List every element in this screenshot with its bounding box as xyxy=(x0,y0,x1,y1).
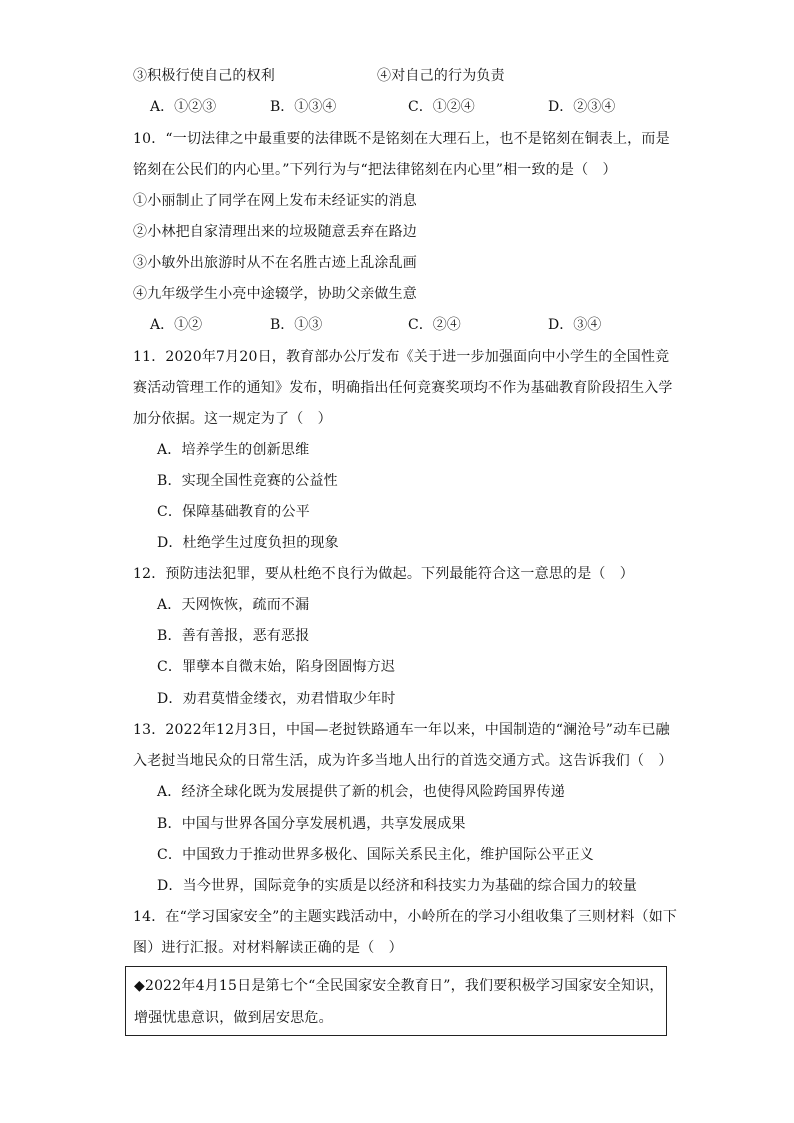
choice-b[interactable]: B．①③ xyxy=(270,317,323,333)
q10-item-2: ②小林把自家清理出来的垃圾随意丢弃在路边 xyxy=(133,224,417,240)
q11-option-c[interactable]: C．保障基础教育的公平 xyxy=(157,504,310,520)
q14-stem-line2: 图）进行汇报。对材料解读正确的是（ ） xyxy=(133,940,403,956)
q14-stem-line1: 14．在“学习国家安全”的主题实践活动中，小岭所在的学习小组收集了三则材料（如下 xyxy=(133,909,678,925)
q10-stem-line1: 10．“一切法律之中最重要的法律既不是铭刻在大理石上，也不是铭刻在铜表上，而是 xyxy=(133,131,670,147)
q12-option-c[interactable]: C．罪孽本自微末始，陷身囹圄悔方迟 xyxy=(157,659,396,675)
choice-d[interactable]: D．②③④ xyxy=(548,99,616,115)
material-line1: ◆2022年4月15日是第七个“全民国家安全教育日”，我们要积极学习国家安全知识， xyxy=(134,978,664,994)
choice-d[interactable]: D．③④ xyxy=(548,317,602,333)
choice-a[interactable]: A．①②③ xyxy=(150,99,217,115)
option-4: ④对自己的行为负责 xyxy=(377,68,505,84)
choice-b[interactable]: B．①③④ xyxy=(270,99,337,115)
q11-stem-line3: 加分依据。这一规定为了（ ） xyxy=(133,411,332,427)
q11-option-a[interactable]: A．培养学生的创新思维 xyxy=(157,442,310,458)
q12-stem: 12．预防违法犯罪，要从杜绝不良行为做起。下列最能符合这一意思的是（ ） xyxy=(133,566,635,582)
q13-option-c[interactable]: C．中国致力于推动世界多极化、国际关系民主化，维护国际公平正义 xyxy=(157,847,594,863)
q12-option-d[interactable]: D．劝君莫惜金缕衣，劝君惜取少年时 xyxy=(157,691,396,707)
q13-stem-line2: 入老挝当地民众的日常生活，成为许多当地人出行的首选交通方式。这告诉我们（ ） xyxy=(133,753,673,769)
q10-item-1: ①小丽制止了同学在网上发布未经证实的消息 xyxy=(133,193,417,209)
q13-stem-line1: 13．2022年12月3日，中国—老挝铁路通车一年以来，中国制造的“澜沧号”动车已融 xyxy=(133,722,670,738)
material-box xyxy=(125,966,667,1036)
q11-stem-line1: 11．2020年7月20日，教育部办公厅发布《关于进一步加强面向中小学生的全国性竞 xyxy=(133,349,670,365)
q13-option-a[interactable]: A．经济全球化既为发展提供了新的机会，也使得风险跨国界传递 xyxy=(157,784,565,800)
material-line2: 增强忧患意识，做到居安思危。 xyxy=(134,1010,333,1026)
q12-option-a[interactable]: A．天网恢恢，疏而不漏 xyxy=(157,597,310,613)
q12-option-b[interactable]: B．善有善报，恶有恶报 xyxy=(157,628,310,644)
option-3: ③积极行使自己的权利 xyxy=(133,68,275,84)
q11-option-d[interactable]: D．杜绝学生过度负担的现象 xyxy=(157,535,339,551)
q11-stem-line2: 赛活动管理工作的通知》发布，明确指出任何竞赛奖项均不作为基础教育阶段招生入学 xyxy=(133,380,673,396)
choice-c[interactable]: C．①②④ xyxy=(408,99,475,115)
choice-a[interactable]: A．①② xyxy=(150,317,203,333)
q10-item-4: ④九年级学生小亮中途辍学，协助父亲做生意 xyxy=(133,286,417,302)
q10-item-3: ③小敏外出旅游时从不在名胜古迹上乱涂乱画 xyxy=(133,255,417,271)
q13-option-d[interactable]: D．当今世界，国际竞争的实质是以经济和科技实力为基础的综合国力的较量 xyxy=(157,878,638,894)
q10-stem-line2: 铭刻在公民们的内心里。”下列行为与“把法律铭刻在内心里”相一致的是（ ） xyxy=(133,162,617,178)
q11-option-b[interactable]: B．实现全国性竞赛的公益性 xyxy=(157,473,338,489)
q13-option-b[interactable]: B．中国与世界各国分享发展机遇，共享发展成果 xyxy=(157,816,466,832)
choice-c[interactable]: C．②④ xyxy=(408,317,461,333)
